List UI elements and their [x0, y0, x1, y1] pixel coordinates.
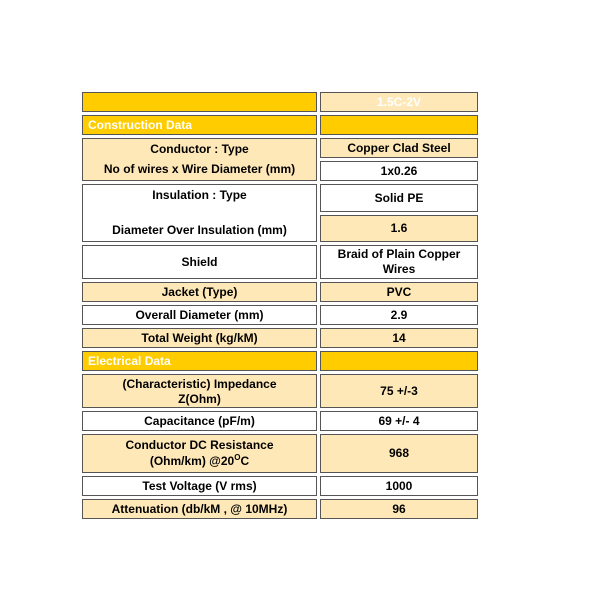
jacket-label-cell [82, 282, 317, 302]
total-weight-value: 14 [392, 330, 406, 345]
jacket-label: Jacket (Type) [161, 284, 238, 299]
capacitance-value: 69 +/- 4 [378, 413, 420, 428]
title-row-left [82, 92, 317, 112]
jacket-value: PVC [386, 284, 412, 299]
conductor-wires-value: 1x0.26 [380, 163, 418, 178]
construction-section-label: Construction Data [88, 117, 193, 132]
test-voltage-label-cell [82, 476, 317, 496]
title-text: 1.5C-2V [376, 94, 422, 109]
electrical-header-right [320, 351, 478, 371]
test-voltage-value: 1000 [385, 478, 413, 493]
dc-resistance-label-suffix: C [240, 454, 250, 469]
conductor-wires-value-cell [320, 161, 478, 181]
construction-header-right [320, 115, 478, 135]
dc-resistance-label-line2 [150, 454, 249, 469]
impedance-value: 75 +/-3 [380, 383, 418, 398]
test-voltage-label: Test Voltage (V rms) [142, 478, 257, 493]
insulation-diameter-label: Diameter Over Insulation (mm) [112, 223, 287, 237]
overall-diameter-label: Overall Diameter (mm) [135, 307, 264, 322]
capacitance-value-cell [320, 411, 478, 431]
shield-label: Shield [181, 254, 218, 269]
overall-diameter-value-cell [320, 305, 478, 325]
dc-resistance-value: 968 [388, 446, 410, 460]
jacket-value-cell [320, 282, 478, 302]
degree-superscript: O [234, 453, 241, 463]
insulation-type-label: Insulation : Type [152, 188, 247, 202]
conductor-type-label: Conductor : Type [150, 142, 249, 156]
impedance-label-line2: Z(Ohm) [178, 392, 221, 406]
capacitance-label: Capacitance (pF/m) [144, 413, 255, 428]
shield-value-cell [320, 245, 478, 279]
total-weight-label-cell [82, 328, 317, 348]
attenuation-label-cell [82, 499, 317, 519]
total-weight-label: Total Weight (kg/kM) [141, 330, 258, 345]
insulation-label-cell [82, 184, 317, 242]
insulation-diameter-value-cell [320, 215, 478, 242]
attenuation-label: Attenuation (db/kM , @ 10MHz) [111, 501, 288, 516]
conductor-wires-label: No of wires x Wire Diameter (mm) [103, 162, 296, 176]
construction-section-header [82, 115, 317, 135]
shield-label-cell [82, 245, 317, 279]
dc-resistance-value-cell [320, 434, 478, 473]
dc-resistance-label-prefix: (Ohm/km) @20 [149, 454, 235, 469]
impedance-label-cell [82, 374, 317, 408]
capacitance-label-cell [82, 411, 317, 431]
test-voltage-value-cell [320, 476, 478, 496]
electrical-section-header [82, 351, 317, 371]
shield-value: Braid of Plain Copper Wires [337, 247, 461, 276]
overall-diameter-value: 2.9 [390, 307, 408, 322]
total-weight-value-cell [320, 328, 478, 348]
dc-resistance-label-line1: Conductor DC Resistance [125, 437, 274, 452]
dc-resistance-label-cell [82, 434, 317, 473]
attenuation-value-cell [320, 499, 478, 519]
conductor-type-value-cell [320, 138, 478, 158]
conductor-label-cell [82, 138, 317, 181]
insulation-type-value: Solid PE [374, 190, 424, 205]
insulation-type-value-cell [320, 184, 478, 212]
impedance-label-line1: (Characteristic) Impedance [122, 377, 277, 391]
title-cell [320, 92, 478, 112]
overall-diameter-label-cell [82, 305, 317, 325]
electrical-section-label: Electrical Data [88, 353, 171, 368]
insulation-diameter-value: 1.6 [390, 221, 408, 235]
conductor-type-value: Copper Clad Steel [347, 140, 451, 155]
attenuation-value: 96 [392, 501, 406, 516]
impedance-value-cell [320, 374, 478, 408]
